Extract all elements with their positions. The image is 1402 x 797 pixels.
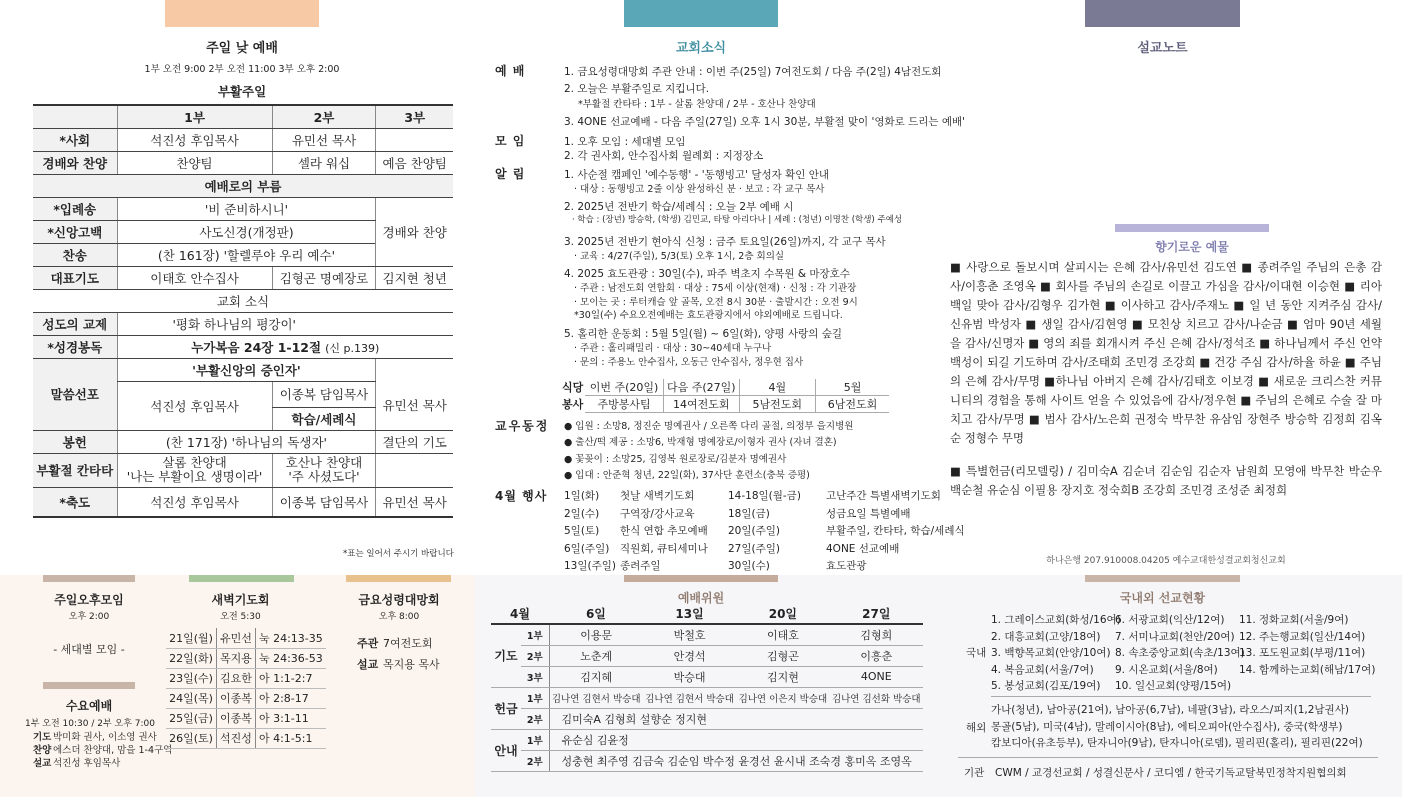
duty-service: 1부 bbox=[521, 624, 549, 645]
afternoon-body: - 세대별 모임 - bbox=[53, 643, 125, 656]
duty-person: 김나연 김현서 박승대 bbox=[549, 687, 643, 708]
praise-1: 찬양팀 bbox=[117, 151, 272, 174]
mission-church: 14. 함께하는교회(해남/17여) bbox=[1239, 663, 1376, 676]
row-label-hymn: 찬송 bbox=[33, 243, 117, 266]
row-label-creed: *신앙고백 bbox=[33, 220, 117, 243]
serve-4: 6남전도회 bbox=[815, 396, 889, 413]
dawn-passage: 아 2:8-17 bbox=[255, 688, 326, 708]
baptism: 학습/세례식 bbox=[272, 407, 376, 430]
dawn-row bbox=[166, 728, 326, 748]
event-date: 6일(주일) bbox=[564, 542, 610, 555]
duty-service: 2부 bbox=[521, 645, 549, 666]
notice-2: 2. 2025년 전반기 학습/세례식 : 오늘 2부 예배 시 bbox=[564, 201, 794, 213]
stand-note: *표는 일어서 주시기 바랍니다 bbox=[343, 549, 454, 559]
event-right-row bbox=[728, 488, 965, 506]
duty-service: 3부 bbox=[521, 666, 549, 687]
worship-times: 1부 오전 9:00 2부 오전 11:00 3부 오후 2:00 bbox=[144, 64, 340, 75]
prayer-2: 김형곤 명예장로 bbox=[272, 266, 376, 289]
notice-4-sub2: · 모이는 곳 : 루터캐슬 앞 골목, 오전 8시 30분 · 출발시간 : 오전 9시 bbox=[574, 297, 858, 308]
cantata-1-song: '나는 부활이요 생명이라' bbox=[126, 469, 263, 484]
fellowship-text: '평화 하나님의 평강이' bbox=[117, 312, 453, 335]
presider-3 bbox=[376, 128, 453, 151]
duty-category: 헌금 bbox=[491, 687, 521, 729]
notice-1-sub: · 대상 : 동행빙고 2줄 이상 완성하신 분 · 보고 : 각 교구 목사 bbox=[574, 184, 825, 195]
duty-person: 김나연 김선화 박승대 bbox=[830, 687, 923, 708]
side-praise: 경배와 찬양 bbox=[376, 197, 453, 266]
events-right bbox=[728, 488, 965, 576]
notice-4-sub3: *30일(수) 수요오전예배는 효도관광지에서 야외예배로 드립니다. bbox=[574, 310, 843, 321]
news-worship-1: 1. 금요성령대망회 주관 안내 : 이번 주(25일) 7여전도회 / 다음 주(2일) 4남전도회 bbox=[564, 66, 942, 78]
dawn-date: 25일(금) bbox=[166, 708, 216, 728]
dawn-passage: 아 3:1-11 bbox=[255, 708, 326, 728]
row-label-cantata: 부활절 칸타타 bbox=[33, 453, 117, 487]
offering-title: 향기로운 예물 bbox=[1155, 240, 1229, 254]
row-label-bless: *축도 bbox=[33, 487, 117, 517]
reading-passage: 누가복음 24장 1-12절 bbox=[191, 339, 322, 355]
friday-person: 7여전도회 bbox=[383, 637, 433, 650]
reading-page: (신 p.139) bbox=[325, 341, 380, 355]
sermon-1: 석진성 후임목사 bbox=[117, 381, 272, 430]
wednesday-person: 에스더 찬양대, 맘을 1-4구역 bbox=[53, 745, 173, 756]
offering-thanks: ■ 사랑으로 돌보시며 살피시는 은혜 감사/유민선 김도연 ■ 종려주일 주님의 은총 감사/이흥춘 조영옥 ■ 회사를 주님의 손길로 이끌고 가심을 감사/이대현 이승현 ■ 리아 백일 맞아 감사/김형우 김가현 ■ 이사하고 감사/주재노 ■ 일 년 동안 지켜주심 감사/신유범 박성자 ■ 생일 감사/김현영 ■ 모친상 치르고 감사/나순금 ■ 엄마 90년 세월을 감사/신명자 ■ 영의 죄를 회개시켜 주신 은혜 감사/정석조 ■ 하나님께서 주신 언약 백성이 되길 기도하며 감사/조태희 조민경 조강희 ■ 건강 주심 감사/하율 하윤 ■ 주님의 은혜 감사/무명 ■하나님 아버지 은혜 감사/김태호 이보경 ■ 새로운 크리스찬 커뮤니티의 경험을 통해 사이트 얻을 수 있었음에 감사/정우현 ■ 주님의 은혜로 수술 잘 마치고 감사/무명 ■ 범사 감사/노은희 권정숙 박무찬 유삼임 장현주 방승학 김정희 김옥순 정형수 무명 bbox=[950, 260, 1382, 445]
col-2bu: 2부 bbox=[272, 105, 376, 128]
wednesday-row bbox=[33, 744, 172, 757]
notice-5: 5. 홀리한 운동회 : 5월 5일(월) ~ 6일(화), 양평 사랑의 숲길 bbox=[564, 328, 843, 340]
duty-service: 1부 bbox=[521, 687, 549, 708]
duty-service: 1부 bbox=[521, 729, 549, 750]
dawn-date: 24일(목) bbox=[166, 688, 216, 708]
cantata-1-choir: 살롬 찬양대 bbox=[162, 455, 227, 470]
dawn-date: 23일(수) bbox=[166, 668, 216, 688]
mission-church: 6. 서광교회(익산/12여) bbox=[1115, 614, 1225, 626]
dawn-preacher: 석진성 bbox=[216, 728, 255, 748]
dawn-date: 22일(화) bbox=[166, 648, 216, 668]
bless-1: 석진성 후임목사 bbox=[117, 487, 272, 517]
dawn-time: 오전 5:30 bbox=[220, 612, 261, 622]
wednesday-role: 설교 bbox=[33, 758, 52, 769]
friday-time: 오후 8:00 bbox=[378, 612, 420, 622]
duty-person: 박승대 bbox=[643, 666, 736, 687]
cantata-2-choir: 호산나 찬양대 bbox=[285, 455, 363, 470]
dawn-row bbox=[166, 708, 326, 728]
event-date: 2일(수) bbox=[564, 507, 600, 520]
event-name: 직원회, 큐티세미나 bbox=[620, 542, 708, 555]
duty-person: 안경석 bbox=[643, 645, 736, 666]
event-date: 27일(주일) bbox=[728, 542, 780, 555]
dawn-preacher: 유민선 bbox=[216, 628, 255, 648]
presider-2: 유민선 목사 bbox=[272, 128, 376, 151]
duty-person: 이태호 bbox=[736, 624, 829, 645]
duty-names: 성충현 최주영 김금숙 김순임 박수정 윤경선 윤시내 조숙경 홍미옥 조영옥 bbox=[549, 750, 923, 771]
event-right-row bbox=[728, 523, 965, 541]
duty-title: 예배위원 bbox=[677, 591, 725, 605]
row-label-fellowship: 성도의 교제 bbox=[33, 312, 117, 335]
offering-special: ■ 특별헌금(리모델링) / 김미숙A 김순녀 김순임 김순자 남원희 모영애 박무찬 박순우 백순철 유순심 이필용 장지호 정숙희B 조강희 조민경 조성준 최정희 bbox=[950, 464, 1382, 497]
duty-row bbox=[491, 624, 923, 645]
bless-2: 이종복 담임목사 bbox=[272, 487, 376, 517]
event-name: 효도관광 bbox=[826, 560, 867, 572]
event-name: 구역장/강사교육 bbox=[620, 507, 695, 520]
mission-overseas-line: 가나(청년), 남아공(21여), 남아공(6,7남), 네팔(3남), 라오스/피지(1,2남권사) bbox=[991, 704, 1349, 716]
row-label-intro: *입례송 bbox=[33, 197, 117, 220]
news-worship-3: *부활절 칸타타 : 1부 - 살롬 찬양대 / 2부 - 호산나 찬양대 bbox=[578, 99, 816, 110]
wednesday-person: 박미화 권사, 이소영 권사 bbox=[53, 732, 157, 743]
decision-prayer: 결단의 기도 bbox=[376, 430, 453, 453]
duty-person: 김형희 bbox=[830, 624, 923, 645]
duty-person: 이흥춘 bbox=[830, 645, 923, 666]
mission-church: 1. 그레이스교회(화성/16여) bbox=[991, 614, 1121, 626]
friday-rows bbox=[357, 633, 440, 675]
serve-head-1: 이번 주(20일) bbox=[585, 379, 663, 396]
row-label-offering: 봉헌 bbox=[33, 430, 117, 453]
event-date: 20일(주일) bbox=[728, 525, 780, 537]
serve-2: 14여전도회 bbox=[663, 396, 739, 413]
duty-person: 4ONE bbox=[830, 666, 923, 687]
duty-person: 김지현 bbox=[736, 666, 829, 687]
dawn-passage: 아 1:1-2:7 bbox=[255, 668, 326, 688]
worship-title: 주일 낮 예배 bbox=[206, 41, 278, 56]
mission-church: 13. 포도원교회(부평/11여) bbox=[1239, 647, 1366, 659]
news-label-worship: 예 배 bbox=[495, 64, 526, 78]
mission-church: 10. 일신교회(양평/15여) bbox=[1115, 680, 1232, 692]
mission-overseas-label: 해외 bbox=[966, 722, 987, 734]
notice-4-sub1: · 주관 : 남전도회 연합회 · 대상 : 75세 이상(현재) · 신청 : 각 기관장 bbox=[574, 283, 857, 294]
serve-label-1: 식당 bbox=[562, 381, 584, 395]
dawn-row bbox=[166, 688, 326, 708]
duty-date: 27일 bbox=[830, 603, 923, 624]
duty-person: 김나연 김현서 박승대 bbox=[643, 687, 736, 708]
duty-row bbox=[491, 687, 923, 708]
duty-table bbox=[491, 603, 923, 772]
mission-title: 국내외 선교현황 bbox=[1119, 591, 1206, 605]
mission-church: 4. 복음교회(서울/7여) bbox=[991, 663, 1094, 676]
row-label-presider: *사회 bbox=[33, 128, 117, 151]
wednesday-person: 석진성 후임목사 bbox=[53, 758, 121, 769]
event-name: 부활주일, 칸타타, 학습/세례식 bbox=[826, 525, 965, 537]
dawn-date: 21일(월) bbox=[166, 628, 216, 648]
prayer-3: 김지현 청년 bbox=[376, 266, 453, 289]
mission-church: 5. 봉성교회(김포/19여) bbox=[991, 680, 1101, 692]
sermon-note-header-bar bbox=[1085, 0, 1240, 27]
friday-role: 주관 bbox=[357, 637, 379, 650]
news-label-events: 4월 행사 bbox=[495, 489, 548, 503]
dawn-passage: 눅 24:36-53 bbox=[255, 648, 326, 668]
duty-month: 4월 bbox=[491, 603, 549, 624]
serve-head-2: 다음 주(27일) bbox=[663, 379, 739, 396]
wednesday-time: 1부 오전 10:30 / 2부 오후 7:00 bbox=[25, 719, 155, 729]
notice-2-sub: · 학습 : (장년) 방승학, (학생) 김민교, 타탕 아리다나 | 세례 : (청년) 이명찬 (학생) 주예성 bbox=[572, 215, 903, 225]
news-worship-2: 2. 오늘은 부활주일로 지킵니다. bbox=[564, 83, 710, 95]
serve-head-4: 5월 bbox=[815, 379, 889, 396]
worship-header-bar bbox=[165, 0, 319, 27]
event-date: 14-18일(월-금) bbox=[728, 490, 801, 502]
friday-bar bbox=[346, 575, 451, 582]
notice-3: 3. 2025년 전반기 현아식 신청 : 금주 토요일(26일)까지, 각 교구 목사 bbox=[564, 236, 886, 248]
duty-row bbox=[491, 750, 923, 771]
dawn-table bbox=[166, 628, 326, 749]
event-name: 4ONE 선교예배 bbox=[826, 542, 900, 555]
mission-church: 2. 대흥교회(고양/18여) bbox=[991, 630, 1101, 643]
row-label-praise: 경배와 찬양 bbox=[33, 151, 117, 174]
event-name: 성금요일 특별예배 bbox=[826, 507, 911, 520]
friday-row bbox=[357, 654, 440, 675]
call-to-worship-title: 예배로의 부름 bbox=[33, 174, 453, 197]
duty-person: 김나연 이은지 박승대 bbox=[736, 687, 829, 708]
duty-row bbox=[491, 645, 923, 666]
duty-date: 13일 bbox=[643, 603, 736, 624]
duty-row bbox=[491, 666, 923, 687]
news-header-bar bbox=[624, 0, 778, 27]
dawn-preacher: 목지용 bbox=[216, 648, 255, 668]
duty-service: 2부 bbox=[521, 708, 549, 729]
events-left bbox=[564, 488, 708, 576]
row-label-sermon: 말씀선포 bbox=[33, 358, 117, 430]
wednesday-row bbox=[33, 731, 172, 744]
news-label-members: 교우동정 bbox=[495, 419, 550, 433]
mission-org-label: 기관 bbox=[964, 767, 985, 779]
kitchen-service-table bbox=[560, 379, 889, 413]
wednesday-title: 수요예배 bbox=[65, 699, 113, 713]
sermon-3: 유민선 목사 bbox=[376, 381, 453, 430]
creed-text: 사도신경(개정판) bbox=[117, 220, 376, 243]
duty-person: 박철호 bbox=[643, 624, 736, 645]
hymn-text: (찬 161장) '할렐루야 우리 예수' bbox=[117, 243, 376, 266]
dawn-row bbox=[166, 628, 326, 648]
dawn-date: 26일(토) bbox=[166, 728, 216, 748]
mission-col-1 bbox=[991, 612, 1121, 695]
duty-names: 김미숙A 김형희 설향순 정지현 bbox=[549, 708, 923, 729]
dawn-preacher: 이종복 bbox=[216, 688, 255, 708]
bless-3: 유민선 목사 bbox=[376, 487, 453, 517]
row-label-reading: *성경봉독 bbox=[33, 335, 117, 358]
duty-person: 노춘계 bbox=[549, 645, 643, 666]
sermon-2: 이종복 담임목사 bbox=[272, 381, 376, 407]
mission-overseas-line: 몽골(5남), 미국(4남), 말레이시아(8남), 에티오피아(안수집사), 중국(학생부) bbox=[991, 720, 1343, 733]
dawn-row bbox=[166, 648, 326, 668]
afternoon-time: 오후 2:00 bbox=[68, 612, 110, 622]
duty-date: 20일 bbox=[736, 603, 829, 624]
mission-divider bbox=[991, 696, 1371, 697]
notice-1: 1. 사순절 캠페인 '예수동행' - '동행빙고' 달성자 확인 안내 bbox=[564, 169, 830, 181]
bank-account: 하나은행 207.910008.04205 예수교대한성결교회청신교회 bbox=[1046, 556, 1286, 566]
duty-category: 기도 bbox=[491, 624, 521, 687]
mission-church: 8. 속초중앙교회(속초/13여) bbox=[1115, 647, 1245, 659]
reading-text bbox=[117, 335, 453, 358]
member-2: ● 출산/떡 제공 : 소망6, 박재형 명예장로/이형자 권사 (자녀 결혼) bbox=[564, 437, 837, 448]
cantata-2-song: '주 사셨도다' bbox=[288, 469, 360, 484]
dawn-bar bbox=[189, 575, 294, 582]
member-4: ● 입대 : 안준혁 청년, 22일(화), 37사단 훈련소(충북 증평) bbox=[564, 470, 810, 481]
wednesday-rows bbox=[33, 731, 172, 770]
serve-head-3: 4월 bbox=[739, 379, 815, 396]
dawn-preacher: 김요한 bbox=[216, 668, 255, 688]
offering-list bbox=[950, 258, 1382, 500]
col-1bu: 1부 bbox=[117, 105, 272, 128]
mission-church: 9. 시온교회(서울/8여) bbox=[1115, 663, 1218, 676]
event-left-row bbox=[564, 541, 708, 559]
notice-4: 4. 2025 효도관광 : 30일(수), 파주 벽초지 수목원 & 마장호수 bbox=[564, 268, 850, 280]
mission-church: 11. 정화교회(서울/9여) bbox=[1239, 614, 1349, 626]
news-meet-2: 2. 각 권사회, 안수집사회 월례회 : 지정장소 bbox=[564, 150, 764, 162]
duty-person: 김형곤 bbox=[736, 645, 829, 666]
row-label-prayer: 대표기도 bbox=[33, 266, 117, 289]
dawn-title: 새벽기도회 bbox=[211, 593, 270, 607]
friday-row bbox=[357, 633, 440, 654]
cantata-1 bbox=[117, 453, 272, 487]
serve-1: 주방봉사팀 bbox=[585, 396, 663, 413]
duty-row bbox=[491, 708, 923, 729]
friday-title: 금요성령대망회 bbox=[358, 593, 440, 607]
event-name: 한식 연합 추모예배 bbox=[620, 525, 708, 537]
prayer-1: 이태호 안수집사 bbox=[117, 266, 272, 289]
mission-bar bbox=[1085, 575, 1240, 582]
event-right-row bbox=[728, 558, 965, 576]
news-label-meeting: 모 임 bbox=[495, 134, 526, 148]
event-left-row bbox=[564, 558, 708, 576]
col-3bu: 3부 bbox=[376, 105, 453, 128]
serve-label-2: 봉사 bbox=[562, 398, 584, 411]
dawn-preacher: 이종복 bbox=[216, 708, 255, 728]
mission-org: CWM / 교경선교회 / 성결신문사 / 코디엠 / 한국기독교탈북민정착지원협의회 bbox=[995, 767, 1347, 779]
afternoon-title: 주일오후모임 bbox=[54, 593, 124, 607]
mission-church: 12. 주는행교회(일산/14여) bbox=[1239, 630, 1366, 643]
worship-theme: 부활주일 bbox=[217, 84, 267, 99]
duty-person: 김지혜 bbox=[549, 666, 643, 687]
mission-domestic-label: 국내 bbox=[966, 647, 987, 659]
mission-church: 7. 서미나교회(천안/20여) bbox=[1115, 630, 1235, 643]
wednesday-bar bbox=[43, 682, 135, 689]
news-worship-4: 3. 4ONE 선교예배 - 다음 주일(27일) 오후 1시 30분, 부활절 맞이 '영화로 드리는 예배' bbox=[564, 116, 966, 128]
duty-service: 2부 bbox=[521, 750, 549, 771]
mission-col-2 bbox=[1115, 612, 1245, 695]
member-1: ● 입원 : 소망8, 정진순 명예권사 / 오른쪽 다리 골절, 의정부 을지병원 bbox=[564, 421, 854, 432]
sermon-note-title: 설교노트 bbox=[1137, 41, 1188, 56]
event-name: 종려주일 bbox=[620, 560, 661, 572]
event-right-row bbox=[728, 506, 965, 524]
presider-1: 석진성 후임목사 bbox=[117, 128, 272, 151]
worship-order-table bbox=[33, 104, 453, 518]
member-3: ● 꽃꽂이 : 소망25, 김영복 원로장로/김분자 명예권사 bbox=[564, 454, 787, 465]
offering-header-bar bbox=[1115, 224, 1269, 232]
serve-3: 5남전도회 bbox=[739, 396, 815, 413]
event-left-row bbox=[564, 506, 708, 524]
dawn-passage: 아 4:1-5:1 bbox=[255, 728, 326, 748]
praise-3: 예음 찬양팀 bbox=[376, 151, 453, 174]
notice-3-sub: · 교육 : 4/27(주일), 5/3(토) 오후 1시, 2층 회의실 bbox=[574, 251, 785, 262]
mission-divider-2 bbox=[958, 757, 1378, 758]
news-title: 교회소식 bbox=[675, 41, 727, 56]
sermon-title: '부활신앙의 증인자' bbox=[117, 358, 376, 381]
event-date: 30일(수) bbox=[728, 560, 770, 572]
duty-header-row bbox=[491, 603, 923, 624]
event-name: 고난주간 특별새벽기도회 bbox=[826, 490, 941, 502]
cantata-2 bbox=[272, 453, 376, 487]
dawn-row bbox=[166, 668, 326, 688]
praise-2: 셀라 워십 bbox=[272, 151, 376, 174]
church-news-row: 교회 소식 bbox=[33, 289, 453, 312]
event-right-row bbox=[728, 541, 965, 559]
duty-names: 유순심 김윤정 bbox=[549, 729, 923, 750]
dawn-passage: 눅 24:13-35 bbox=[255, 628, 326, 648]
afternoon-bar bbox=[43, 575, 135, 582]
duty-date: 6일 bbox=[549, 603, 643, 624]
friday-person: 목지용 목사 bbox=[383, 658, 440, 671]
duty-person: 이용문 bbox=[549, 624, 643, 645]
event-date: 5일(토) bbox=[564, 525, 600, 537]
event-left-row bbox=[564, 523, 708, 541]
mission-church: 3. 백향목교회(안양/10여) bbox=[991, 647, 1111, 659]
event-date: 1일(화) bbox=[564, 490, 600, 502]
offering-hymn: (찬 171장) '하나님의 독생자' bbox=[117, 430, 376, 453]
duty-category: 안내 bbox=[491, 729, 521, 771]
news-label-notice: 알 림 bbox=[495, 167, 526, 181]
mission-overseas-line: 캄보디아(유초등부), 탄자니아(9남), 탄자니아(로뎀), 필리핀(홀리), 필리핀(22여) bbox=[991, 737, 1363, 749]
notice-5-sub2: · 문의 : 주용노 안수집사, 오동근 안수집사, 정우현 집사 bbox=[574, 357, 804, 368]
duty-row bbox=[491, 729, 923, 750]
event-name: 첫날 새벽기도회 bbox=[620, 490, 695, 502]
intro-song: '비 준비하시니' bbox=[117, 197, 376, 220]
mission-overseas bbox=[991, 702, 1363, 752]
news-meet-1: 1. 오후 모임 : 세대별 모임 bbox=[564, 136, 686, 148]
notice-5-sub1: · 주관 : 홀리패밀리 · 대상 : 30~40세대 누구나 bbox=[574, 343, 772, 354]
event-left-row bbox=[564, 488, 708, 506]
wednesday-role: 찬양 bbox=[33, 745, 52, 756]
mission-col-3 bbox=[1239, 612, 1375, 678]
duty-bar bbox=[624, 575, 778, 582]
wednesday-role: 기도 bbox=[33, 732, 52, 743]
event-date: 18일(금) bbox=[728, 507, 770, 520]
event-date: 13일(주일) bbox=[564, 560, 616, 572]
friday-role: 설교 bbox=[357, 658, 379, 671]
wednesday-row bbox=[33, 757, 172, 770]
